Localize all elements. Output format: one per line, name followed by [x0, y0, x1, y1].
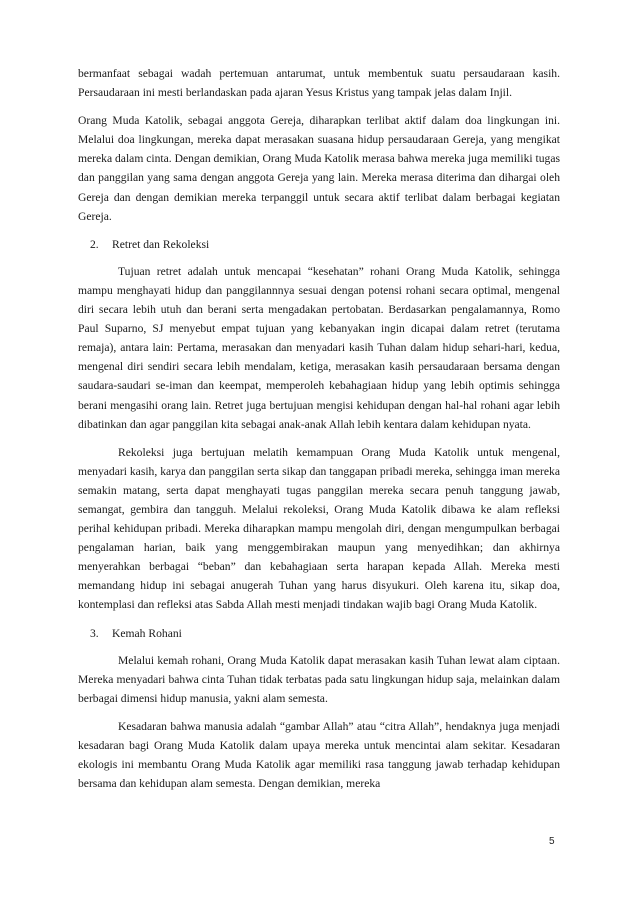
paragraph-doa-lingkungan: Orang Muda Katolik, sebagai anggota Gereja, diharapkan terlibat aktif dalam doa lingkungan ini. Melalui doa lingkungan, mereka dapat merasakan suasana hidup persaudaraan Gereja, yang mengikat mereka dalam cinta. Dengan demikian, Orang Muda Katolik merasa bahwa mereka juga memiliki tugas dan panggilan yang sama dengan anggota Gereja yang lain. Mereka merasa diterima dan dihargai oleh Gereja dan dengan demikian mereka terpanggil untuk secara aktif terlibat dalam berbagai kegiatan Gereja.: [78, 114, 560, 223]
paragraph-rekoleksi: Rekoleksi juga bertujuan melatih kemampuan Orang Muda Katolik untuk mengenal, menyadari kasih, karya dan panggilan serta sikap dan tanggapan pribadi mereka, sehingga iman mereka semakin matang, serta dapat menghayati tugas panggilan mereka secara penuh tanggung jawab, semangat, gembira dan tangguh. Melalui rekoleksi, Orang Muda Katolik dibawa ke alam refleksi perihal kehidupan pribadi. Mereka diharapkan mampu mengolah diri, dengan mengumpulkan berbagai pengalaman harian, baik yang menggembirakan maupun yang menyedihkan; dan akhirnya menyerahkan berbagai “beban” dan kebahagiaan serta harapan kepada Allah. Mereka mesti memandang hidup ini sebagai anugerah Tuhan yang harus disyukuri. Oleh karena itu, sikap doa, kontemplasi dan refleksi atas Sabda Allah mesti menjadi tindakan wajib bagi Orang Muda Katolik.: [78, 445, 560, 612]
section-number: 2.: [90, 237, 99, 251]
section-title: Retret dan Rekoleksi: [112, 237, 210, 251]
paragraph-kemah-rohani: Melalui kemah rohani, Orang Muda Katolik dapat merasakan kasih Tuhan lewat alam ciptaan. Mereka menyadari bahwa cinta Tuhan tidak terbatas pada satu lingkungan hidup saja, melainkan dalam berbagai dimensi hidup manusia, yakni alam semesta.: [78, 653, 560, 705]
section-heading-kemah-rohani: [78, 624, 560, 643]
page-body: [78, 64, 560, 802]
section-number: 3.: [90, 626, 99, 640]
paragraph-persaudaraan: bermanfaat sebagai wadah pertemuan antarumat, untuk membentuk suatu persaudaraan kasih. Persaudaraan ini mesti berlandaskan pada ajaran Yesus Kristus yang tampak jelas dalam Injil.: [78, 67, 560, 100]
page-number: 5: [549, 836, 555, 847]
section-heading-retret: [78, 235, 560, 254]
section-title: Kemah Rohani: [112, 626, 182, 640]
paragraph-tujuan-retret: Tujuan retret adalah untuk mencapai “kesehatan” rohani Orang Muda Katolik, sehingga mampu menghayati hidup dan panggilannnya sesuai dengan potensi rohani secara optimal, mengenal diri secara lebih utuh dan berani serta mengadakan pertobatan. Berdasarkan pengalamannya, Romo Paul Suparno, SJ menyebut empat tujuan yang kebanyakan ingin dicapai dalam retret (terutama remaja), antara lain: Pertama, merasakan dan menyadari kasih Tuhan dalam hidup sehari-hari, kedua, mengenal diri sendiri secara lebih mendalam, ketiga, merasakan kasih persaudaraan bersama dengan saudara-saudari se-iman dan keempat, memperoleh kebahagiaan hidup yang lebih optimis sehingga berani mengasihi orang lain. Retret juga bertujuan mengisi kehidupan dengan hal-hal rohani agar lebih dibatinkan dan agar panggilan kita sebagai anak-anak Allah lebih kentara dalam kehidupan nyata.: [78, 264, 560, 431]
paragraph-kesadaran-ekologis: Kesadaran bahwa manusia adalah “gambar Allah” atau “citra Allah”, hendaknya juga menjadi kesadaran bagi Orang Muda Katolik dalam upaya mereka untuk mencintai alam sekitar. Kesadaran ekologis ini membantu Orang Muda Katolik agar memiliki rasa tanggung jawab terhadap kehidupan bersama dan kehidupan alam semesta. Dengan demikian, mereka: [78, 719, 560, 791]
